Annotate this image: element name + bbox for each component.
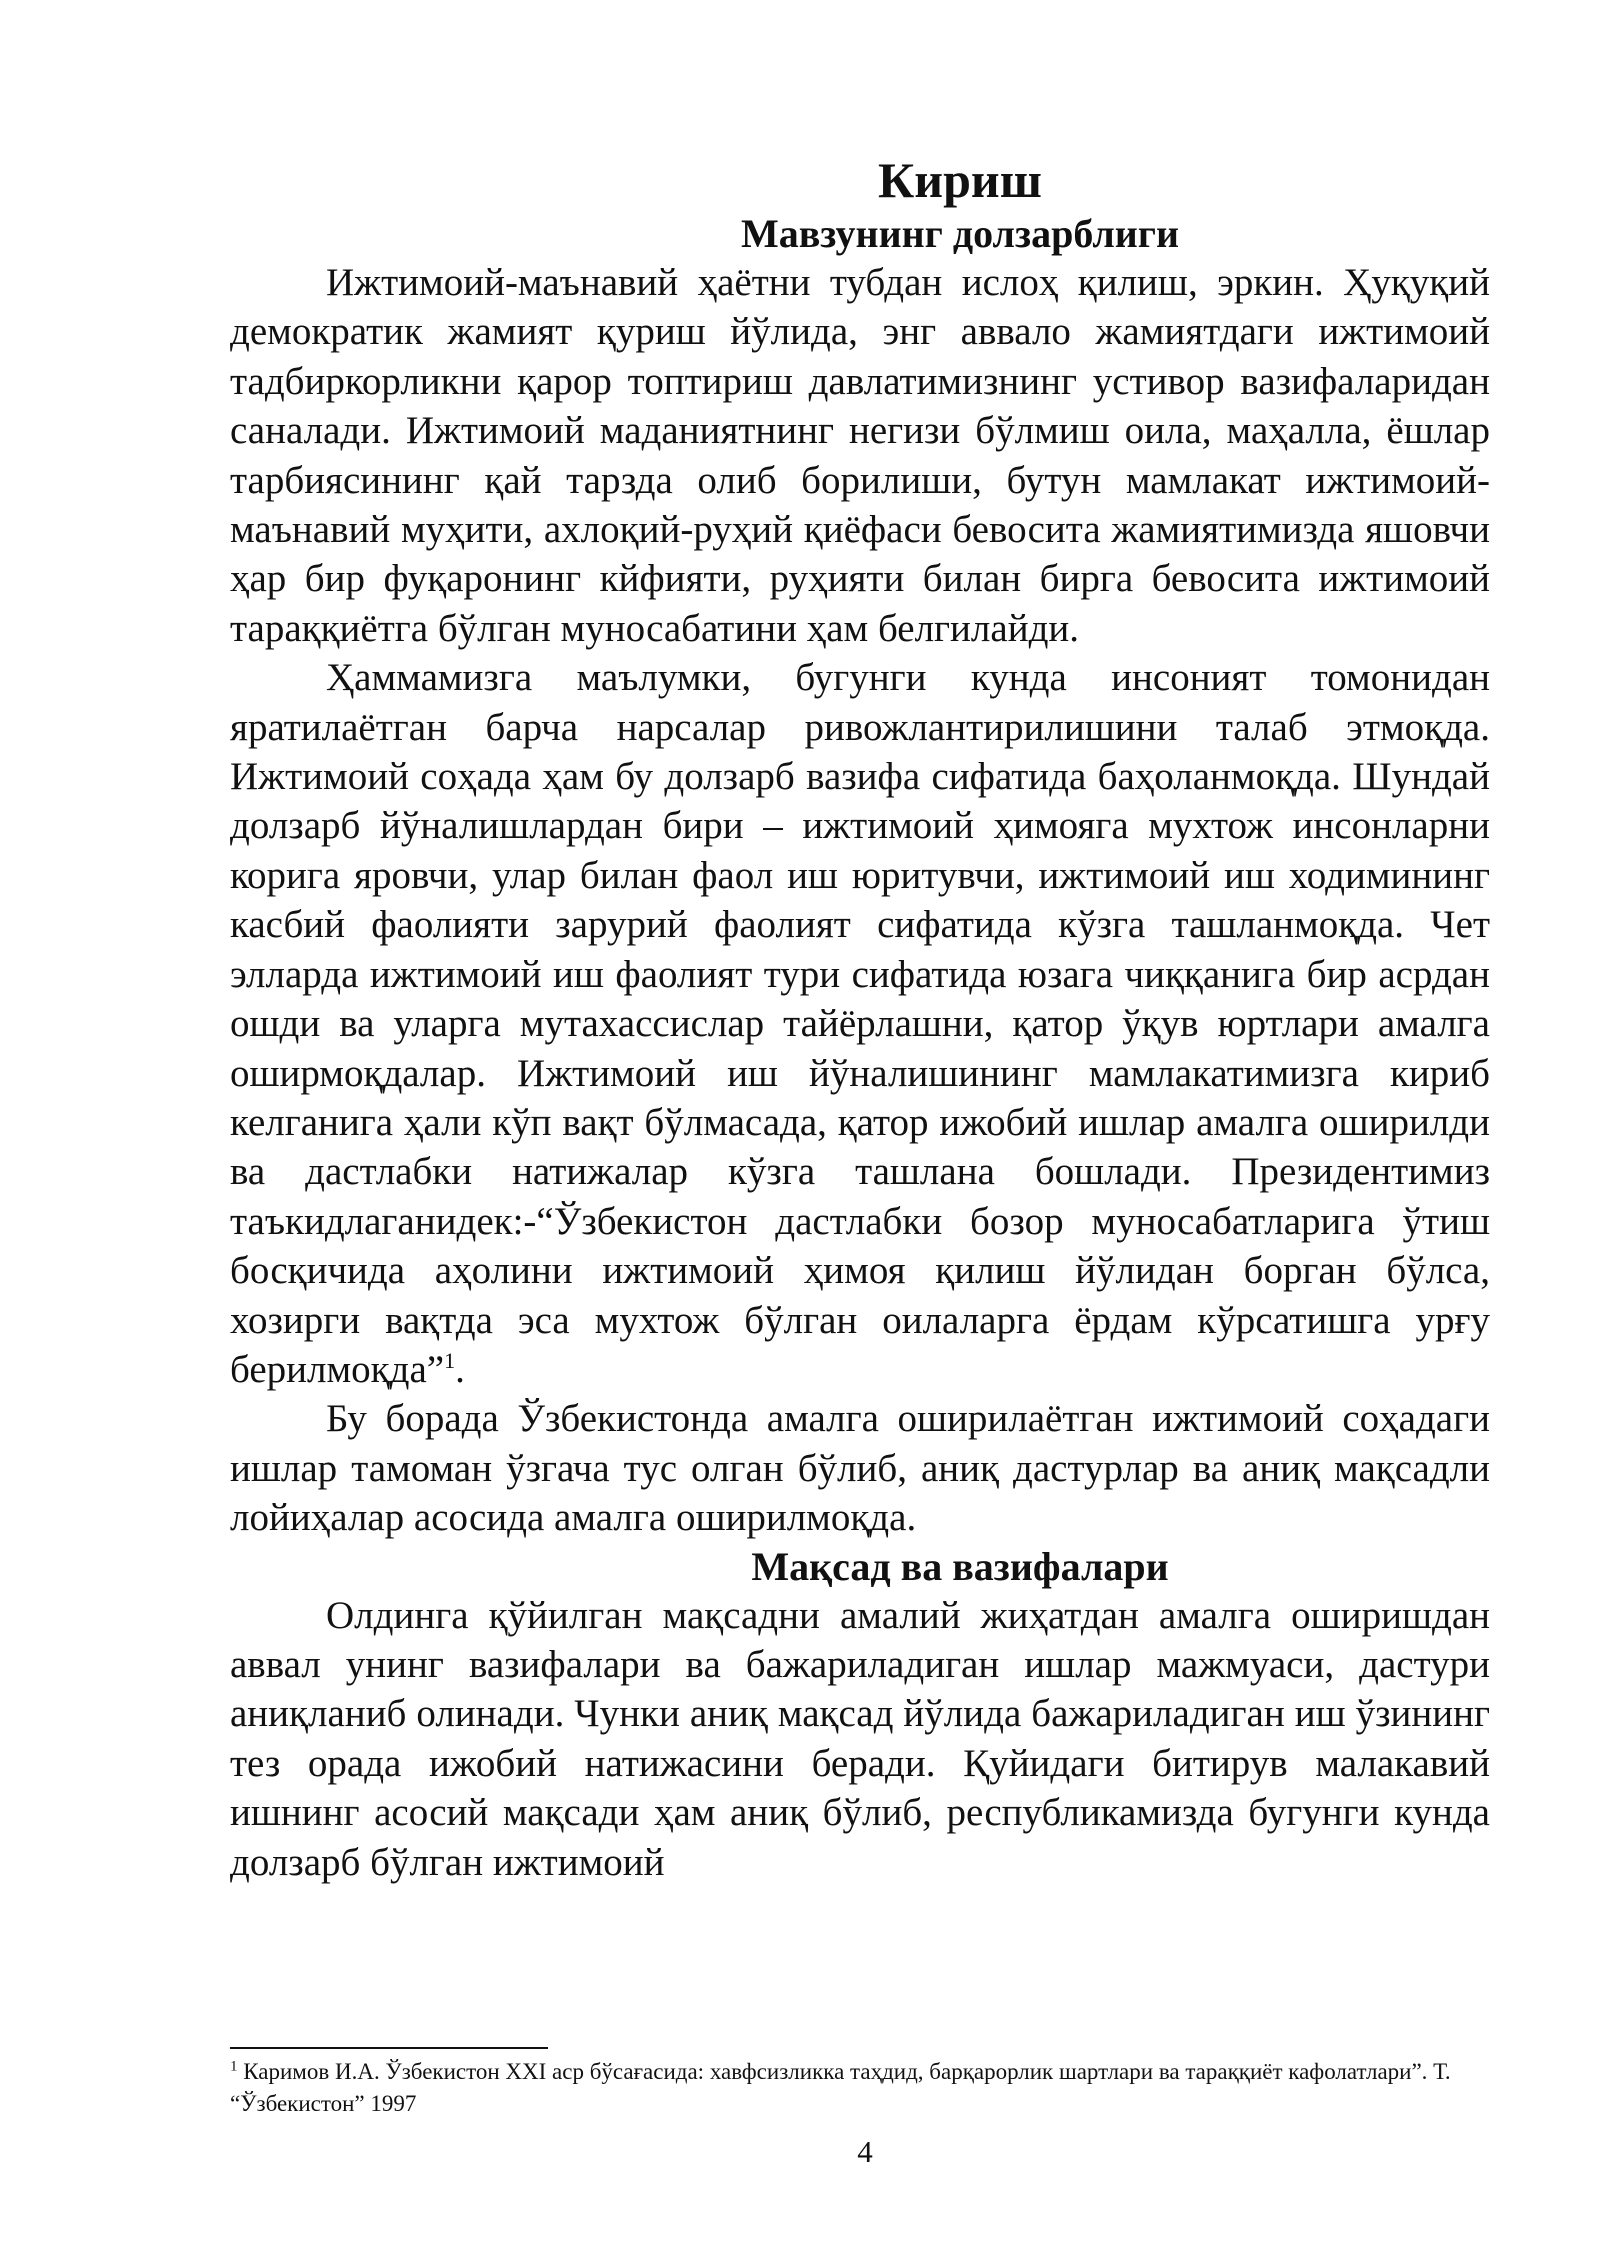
paragraph-1: Ижтимоий-маънавий ҳаётни тубдан ислоҳ қилиш, эркин. Ҳуқуқий демократик жамият қуриш йўлида, энг аввало жамиятдаги ижтимоий тадбиркорликни қарор топтириш давлатимизнинг устивор вазифаларидан саналади. Ижтимоий маданиятнинг негизи бўлмиш оила, маҳалла, ёшлар тарбиясининг қай тарзда олиб борилиши, бутун мамлакат ижтимоий-маънавий муҳити, ахлоқий-руҳий қиёфаси бевосита жамиятимизда яшовчи ҳар бир фуқаронинг кйфияти, руҳияти билан бирга бевосита ижтимоий тараққиётга бўлган муносабатини ҳам белгилайди. [230,261,1490,650]
section-heading-relevance: Мавзунинг долзарблиги [740,211,1180,256]
paragraph-2-end: . [455,1347,465,1391]
footnote-separator [230,2047,548,2049]
paragraph-4: Олдинга қўйилган мақсадни амалий жиҳатдан амалга оширишдан аввал унинг вазифалари ва бажариладиган ишлар мажмуаси, дастури аниқланиб олинади. Чунки аниқ мақсад йўлида бажариладиган иш ўзининг тез орада ижобий натижасини беради. Қуйидаги битирув малакавий ишнинг асосий мақсади ҳам аниқ бўлиб, республикамизда бугунги кунда долзарб бўлган ижтимоий [230,1593,1490,1884]
paragraph-2 [230,653,1490,1394]
footnote-marker: 1 [230,2058,238,2075]
paragraph-2-text: Ҳаммамизга маълумки, бугунги кунда инсоният томонидан яратилаётган барча нарсалар ривожлантирилишини талаб этмоқда. Ижтимоий соҳада ҳам бу долзарб вазифа сифатида баҳоланмоқда. Шундай долзарб йўналишлардан бири – ижтимоий ҳимояга мухтож инсонларни корига яровчи, улар билан фаол иш юритувчи, ижтимоий иш ходимининг касбий фаолияти зарурий фаолият сифатида кўзга ташланмоқда. Чет элларда ижтимоий иш фаолият тури сифатида юзага чиққанига бир асрдан ошди ва уларга мутахассислар тайёрлашни, қатор ўқув юртлари амалга оширмоқдалар. Ижтимоий иш йўналишининг мамлакатимизга кириб келганига ҳали кўп вақт бўлмасада, қатор ижобий ишлар амалга оширилди ва дастлабки натижалар кўзга ташлана бошлади. Президентимиз таъкидлаганидек:-“Ўзбекистон дастлабки бозор муносабатларига ўтиш босқичида аҳолини ижтимоий ҳимоя қилиш йўлидан борган бўлса, хозирги вақтда эса мухтож бўлган оилаларга ёрдам кўрсатишга урғу берилмоқда” [230,656,1490,1391]
footnote-text: Каримов И.А. Ўзбекистон XXI аср бўсағасида: хавфсизликка таҳдид, барқарорлик шартлари ва тараққиёт кафолатлари”. Т. “Ўзбекистон” 1997 [230,2059,1451,2116]
footnote-reference[interactable]: 1 [444,1347,456,1373]
section-heading-goals: Мақсад ва вазифалари [751,1543,1169,1589]
page-title: Кириш [878,152,1042,208]
page-content [230,150,1490,1887]
footnote [230,2056,1490,2120]
page-number: 4 [857,2134,873,2169]
paragraph-3: Бу борада Ўзбекистонда амалга оширилаётган ижтимоий соҳадаги ишлар тамоман ўзгача тус олган бўлиб, аниқ дастурлар ва аниқ мақсадли лойиҳалар асосида амалга оширилмоқда. [230,1397,1490,1540]
